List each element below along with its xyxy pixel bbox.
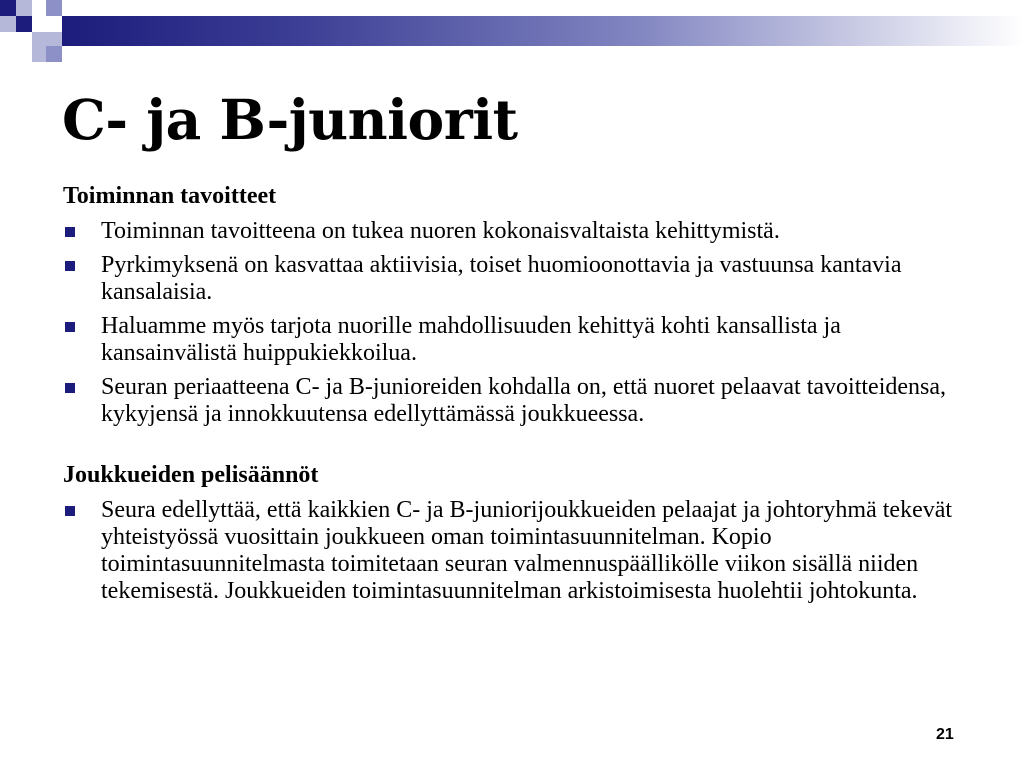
square-bullet-icon (65, 383, 75, 393)
section-team-rules (63, 462, 973, 605)
slide-title: C- ja B-juniorit (62, 87, 518, 152)
decor-square (32, 46, 46, 62)
list-item (63, 497, 973, 605)
section-heading: Toiminnan tavoitteet (63, 183, 277, 209)
decor-square (32, 32, 62, 46)
list-item (63, 218, 973, 245)
header-decoration (0, 0, 1024, 70)
square-bullet-icon (65, 506, 75, 516)
bullet-text: Seura edellyttää, että kaikkien C- ja B-juniorijoukkueiden pelaajat ja johtoryhmä tekevät yhteistyössä vuosittain joukkueen oman toimintasuunnitelman. Kopio toimintasuunnitelmasta toimitetaan seuran valmennuspäällikölle viikon sisällä niiden tekemisestä. Joukkueiden toimintasuunnitelman arkistoimisesta huolehtii johtokunta. (101, 497, 953, 604)
decor-square (16, 16, 32, 32)
square-bullet-icon (65, 322, 75, 332)
page-number: 21 (936, 726, 954, 743)
decor-square (16, 0, 32, 16)
section-spacer (63, 435, 973, 462)
section-heading: Joukkueiden pelisäännöt (63, 462, 319, 488)
bullet-text: Toiminnan tavoitteena on tukea nuoren kokonaisvaltaista kehittymistä. (101, 218, 780, 244)
slide-content (63, 183, 973, 612)
bullet-text: Pyrkimyksenä on kasvattaa aktiivisia, toiset huomioonottavia ja vastuunsa kantavia kansalaisia. (101, 252, 902, 305)
section-goals (63, 183, 973, 428)
header-gradient-bar (62, 16, 1024, 46)
bullet-text: Seuran periaatteena C- ja B-junioreiden kohdalla on, että nuoret pelaavat tavoitteidensa, kykyjensä ja innokkuutensa edellyttämässä joukkueessa. (101, 374, 947, 427)
list-item (63, 374, 973, 428)
decor-square (46, 0, 62, 16)
bullet-text: Haluamme myös tarjota nuorille mahdollisuuden kehittyä kohti kansallista ja kansainvälistä huippukiekkoilua. (101, 313, 841, 366)
list-item (63, 313, 973, 367)
list-item (63, 252, 973, 306)
bullet-list (63, 218, 973, 428)
square-bullet-icon (65, 261, 75, 271)
bullet-list (63, 497, 973, 605)
decor-square (46, 46, 62, 62)
square-bullet-icon (65, 227, 75, 237)
decor-square (0, 16, 16, 32)
decor-square (0, 0, 16, 16)
